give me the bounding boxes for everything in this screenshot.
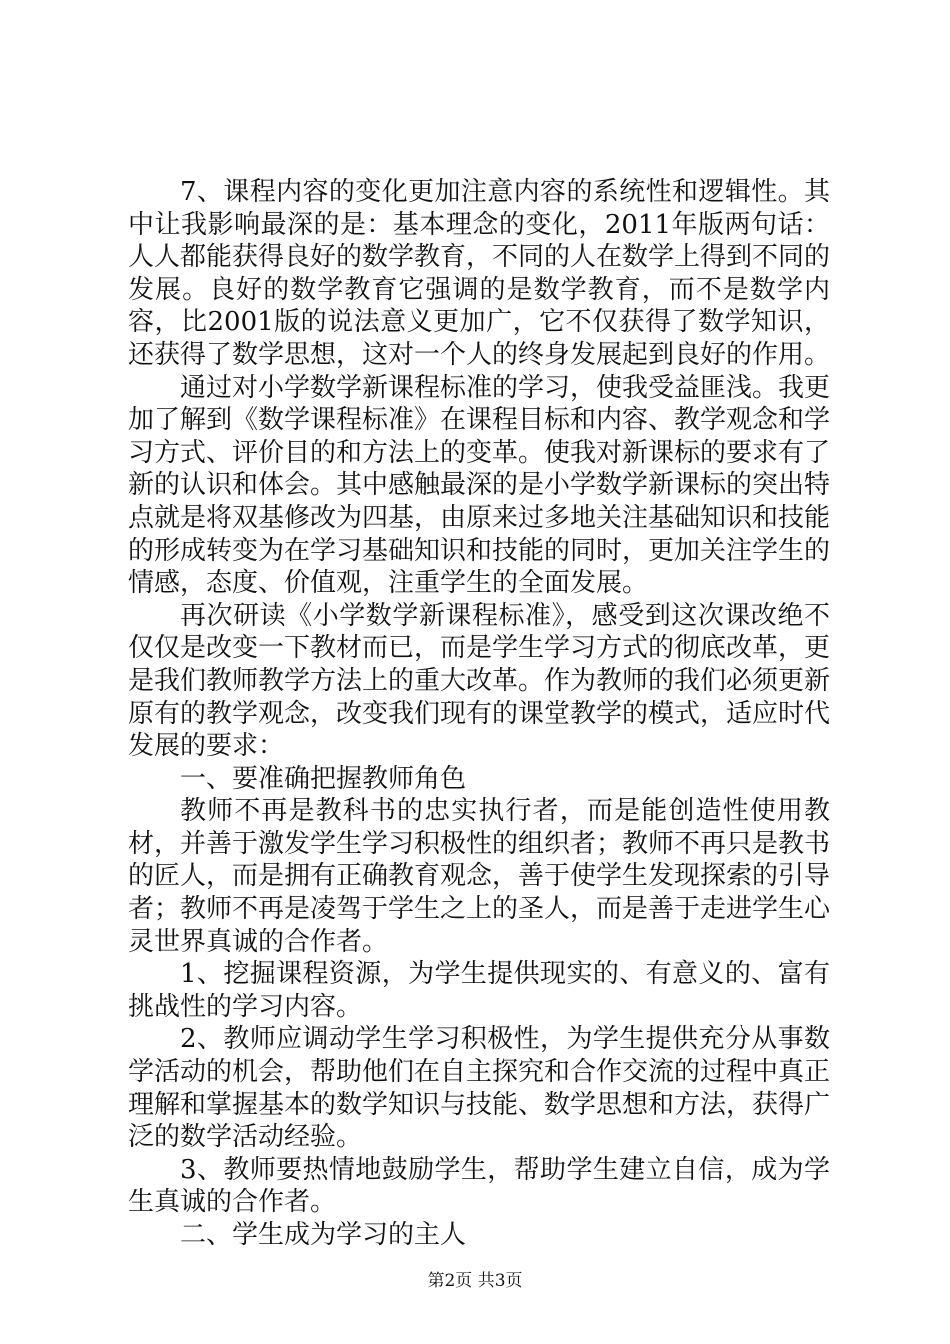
list-item-2: 2、教师应调动学生学习积极性，为学生提供充分从事数学活动的机会，帮助他们在自主探究和合作交流的过程中真正理解和掌握基本的数学知识与技能、数学思想和方法，获得广泛的数学活动经验。: [128, 1024, 831, 1153]
section-heading-teacher-role: 一、要准确把握教师角色: [180, 763, 467, 794]
section-heading-student-role: 二、学生成为学习的主人: [180, 1220, 467, 1250]
list-item-1: 1、挖掘课程资源，为学生提供现实的、有意义的、富有挑战性的学习内容。: [128, 959, 830, 1022]
document-body: [128, 176, 830, 1252]
list-item-3: 3、教师要热情地鼓励学生，帮助学生建立自信，成为学生真诚的合作者。: [128, 1154, 830, 1218]
paragraph-reform-requirements: 再次研读《小学数学新课程标准》，感受到这次课改绝不仅仅是改变一下教材而已，而是学生学习方式的彻底改革，更是我们教师教学方法上的重大改革。作为教师的我们必须更新原有的教学观念，改变我们现有的课堂教学的模式，适应时代发展的要求：: [128, 600, 831, 762]
paragraph-curriculum-content: 7、课程内容的变化更加注意内容的系统性和逻辑性。其中让我影响最深的是：基本理念的变化，2011年版两句话：人人都能获得良好的数学教育，不同的人在数学上得到不同的发展。良好的数学教育它强调的是数学教育，而不是数学内容，比2001版的说法意义更加广，它不仅获得了数学知识，还获得了数学思想，这对一个人的终身发展起到良好的作用。: [128, 177, 831, 370]
page-number-footer: 第2页 共3页: [427, 1271, 523, 1291]
paragraph-teacher-role: 教师不再是教科书的忠实执行者，而是能创造性使用教材，并善于激发学生学习积极性的组织者；教师不再只是教书的匠人，而是拥有正确教育观念，善于使学生发现探索的引导者；教师不再是凌驾于学生之上的圣人，而是善于走进学生心灵世界真诚的合作者。: [128, 796, 831, 957]
paragraph-learning-reflection: 通过对小学数学新课程标准的学习，使我受益匪浅。我更加了解到《数学课程标准》在课程目标和内容、教学观念和学习方式、评价目的和方法上的变革。使我对新课标的要求有了新的认识和体会。其中感触最深的是小学数学新课标的突出特点就是将双基修改为四基，由原来过多地关注基础知识和技能的形成转变为在学习基础知识和技能的同时，更加关注学生的情感，态度、价值观，注重学生的全面发展。: [128, 372, 831, 599]
